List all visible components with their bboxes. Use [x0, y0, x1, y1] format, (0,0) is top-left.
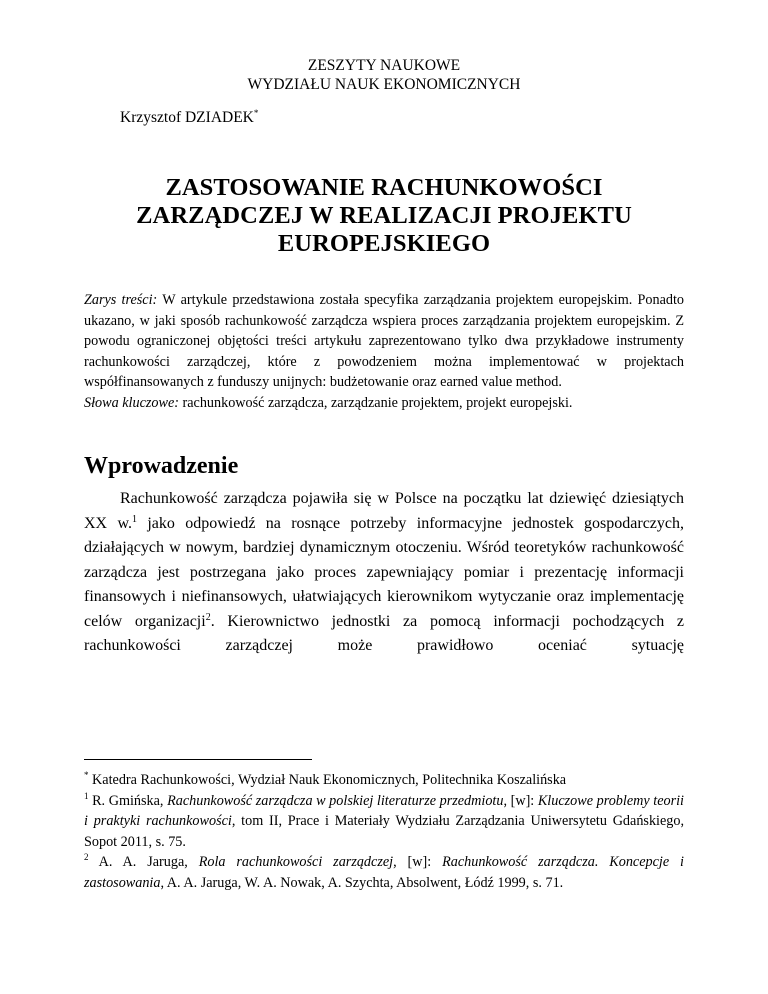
footnote-affiliation-text: Katedra Rachunkowości, Wydział Nauk Ekonomicznych, Politechnika Koszalińska [88, 772, 567, 788]
title-line-1: ZASTOSOWANIE RACHUNKOWOŚCI [165, 174, 603, 201]
footnote-ref-1[interactable]: 1 [131, 513, 137, 525]
author-text: Krzysztof DZIADEK [120, 109, 254, 126]
footnote-mark-2: 2 [84, 852, 89, 863]
footnote-mark-1: 1 [84, 790, 89, 801]
footnote-1-title: Rachunkowość zarządcza w polskiej literaturze przedmiotu [167, 792, 504, 809]
journal-name-line2: WYDZIAŁU NAUK EKONOMICZNYCH [247, 76, 521, 93]
body-text-part-1: Rachunkowość zarządcza pojawiła się w Polsce na początku lat dziewięć dziesiątych XX w. [84, 490, 684, 532]
section-heading: Wprowadzenie [84, 453, 239, 479]
footnote-2-book: Rachunkowość zarządcza. Koncepcje i zastosowania [84, 854, 684, 891]
keywords-paragraph [84, 393, 684, 414]
body-paragraph [84, 487, 684, 659]
keywords-text: rachunkowość zarządcza, zarządzanie projektem, projekt europejski. [178, 394, 573, 411]
footnote-1-details: , tom II, Prace i Materiały Wydziału Zarządzania Uniwersytetu Gdańskiego, Sopot 2011, s. 75. [84, 813, 685, 850]
footnote-1-author: R. Gmińska, [88, 792, 168, 809]
footnote-2-title: Rola rachunkowości zarządczej [198, 854, 394, 871]
body-text-part-2: jako odpowiedź na rosnące potrzeby informacyjne jednostek gospodarczych, działających w nowym, bardziej dynamicznym otoczeniu. Wśród teoretyków rachunkowość zarządcza jest postrzegana jako proces zapewniający pomiar i prezentację informacji finansowych i niefinansowych, ułatwiających kierownikom wytyczanie oraz implementację celów organizacji [84, 514, 685, 630]
footnote-affiliation [84, 770, 684, 791]
footnote-mark-star: * [84, 770, 89, 780]
footnote-separator [84, 759, 312, 760]
body-text-part-3: . Kierownictwo jednostki za pomocą informacji pochodzących z rachunkowości zarządczej może prawidłowo oceniać sytuację [84, 612, 685, 654]
abstract-label: Zarys treści: [84, 292, 158, 308]
journal-name-line1: ZESZYTY NAUKOWE [307, 57, 461, 74]
footnote-1-series: Kluczowe problemy teorii i praktyki rachunkowości [84, 792, 684, 830]
footnote-2 [84, 852, 684, 893]
footnote-1 [84, 791, 684, 853]
article-title [100, 174, 668, 258]
author-name [120, 108, 258, 127]
author-footnote-mark[interactable]: * [253, 108, 259, 118]
title-line-3: EUROPEJSKIEGO [277, 230, 491, 257]
footnote-ref-2[interactable]: 2 [205, 611, 211, 623]
title-line-2: ZARZĄDCZEJ W REALIZACJI PROJEKTU [136, 202, 632, 229]
abstract-paragraph [84, 290, 684, 393]
body-text [84, 487, 684, 659]
footnote-2-in: , [w]: [393, 854, 443, 871]
abstract [84, 290, 684, 414]
footnote-1-in: , [w]: [503, 792, 538, 809]
footnote-2-author: A. A. Jaruga, [88, 854, 199, 871]
footnotes [84, 770, 684, 894]
keywords-label: Słowa kluczowe: [84, 394, 179, 411]
abstract-text: W artykule przedstawiona została specyfika zarządzania projektem europejskim. Ponadto ukazano, w jaki sposób rachunkowość zarządcza wspiera proces zarządzania projektem europejskim. Z powodu ograniczonej objętości treści artykułu zaprezentowano tylko dwa przykładowe instrumenty rachunkowości zarządczej, które z powodzeniem można implementować w projektach współfinansowanych z funduszy unijnych: budżetowanie oraz earned value method. [84, 292, 685, 391]
footnote-2-details: , A. A. Jaruga, W. A. Nowak, A. Szychta, Absolwent, Łódź 1999, s. 71. [160, 874, 564, 891]
